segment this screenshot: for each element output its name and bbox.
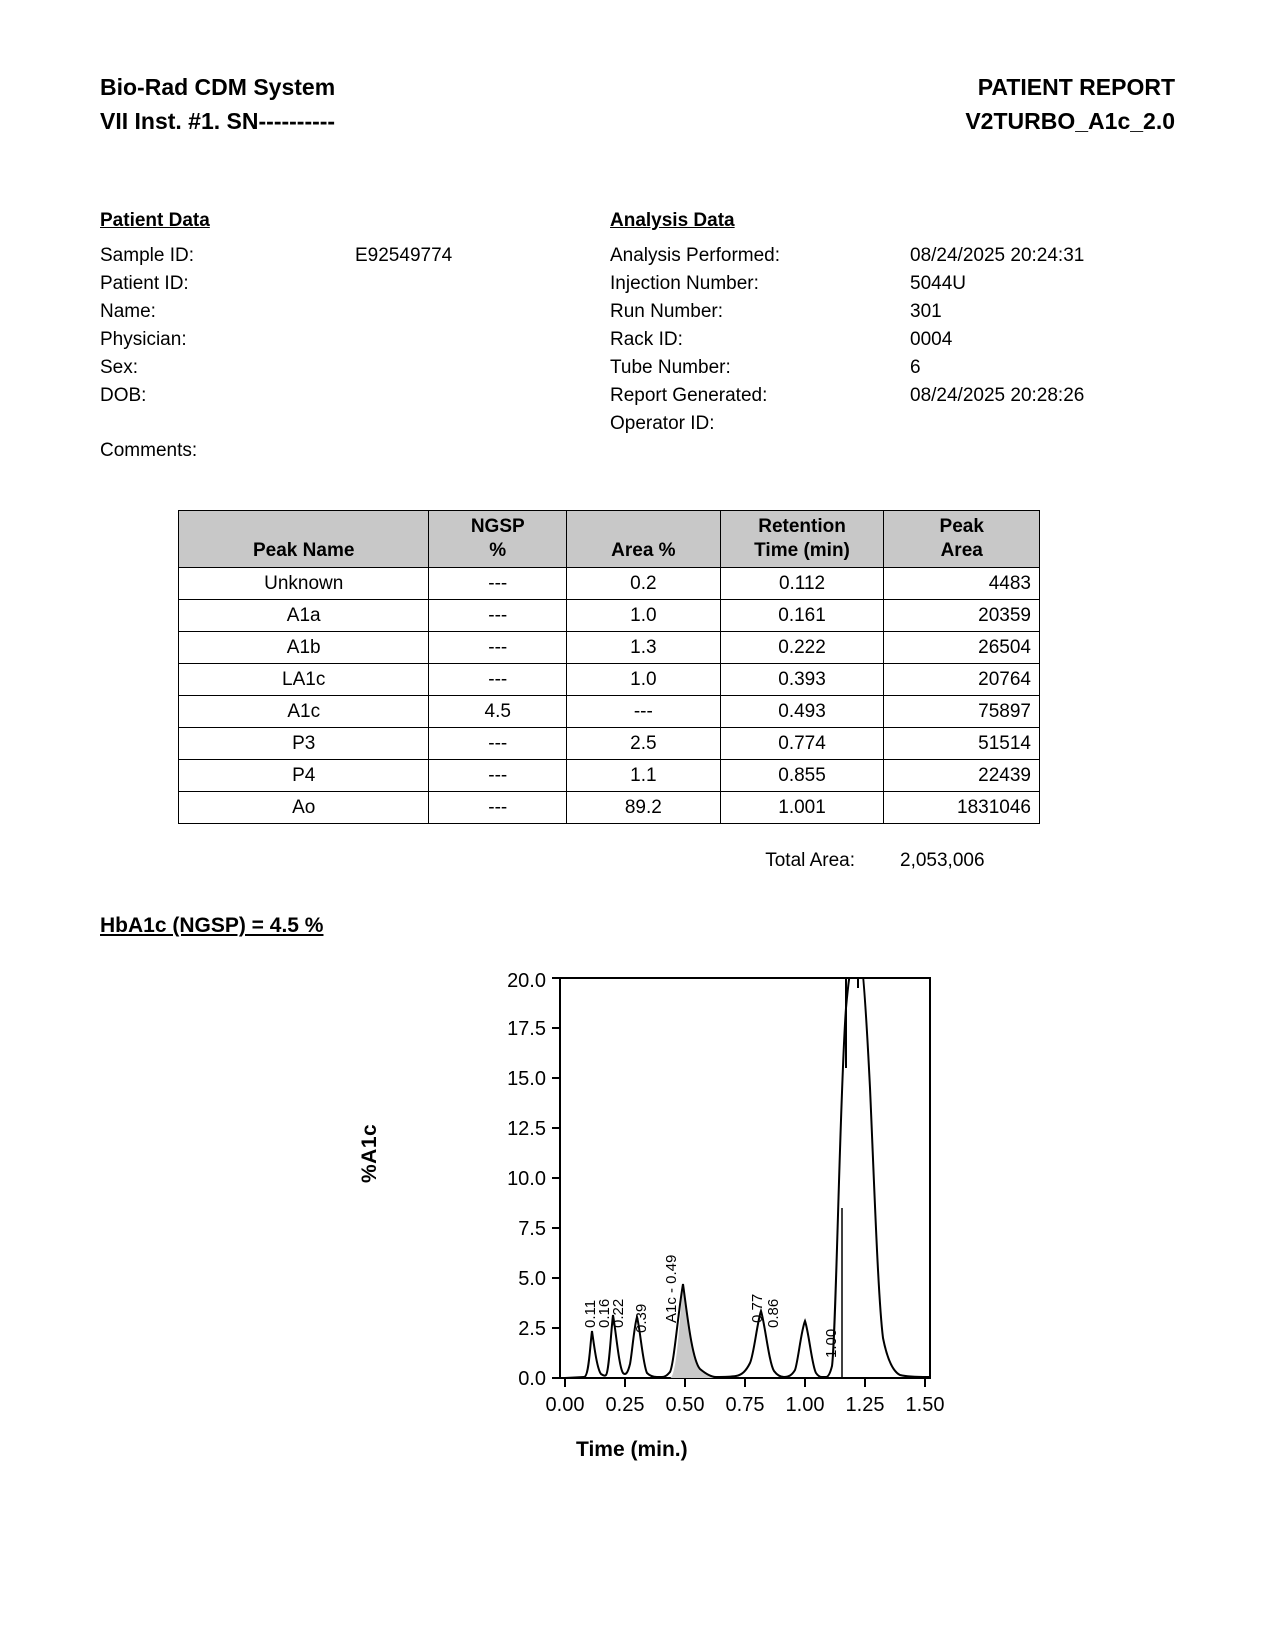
header-ngsp (429, 511, 567, 568)
analysis-data-block (610, 210, 1175, 462)
field-label: Physician: (100, 329, 187, 350)
field-label: Report Generated: (610, 385, 768, 406)
patient-data-title: Patient Data (100, 210, 210, 231)
cell-ngsp: --- (429, 664, 567, 696)
x-tick-label: 0.25 (605, 1394, 645, 1416)
field-value: 08/24/2025 20:24:31 (910, 245, 1085, 266)
peak-table (178, 510, 1040, 824)
y-axis (507, 970, 560, 1390)
x-tick-label: 0.50 (665, 1394, 705, 1416)
method-name: V2TURBO_A1c_2.0 (965, 108, 1175, 134)
cell-rt: 0.222 (720, 632, 884, 664)
peak-label-0.16: 0.16 (596, 1298, 613, 1328)
table-row (179, 632, 1040, 664)
cell-area: 1.1 (567, 760, 721, 792)
total-area-value: 2,053,006 (900, 850, 985, 871)
field-label: Patient ID: (100, 273, 189, 294)
cell-peak-name: Ao (179, 792, 429, 824)
y-tick-label: 10.0 (507, 1168, 546, 1190)
patient-data-row (100, 382, 610, 410)
comments-label: Comments: (100, 440, 198, 461)
chromatogram-chart (100, 968, 1175, 1488)
report-header-left (100, 70, 335, 138)
cell-peak-name: A1c (179, 696, 429, 728)
cell-area: 89.2 (567, 792, 721, 824)
x-tick-label: 1.00 (785, 1394, 825, 1416)
field-value: 6 (910, 357, 921, 378)
data-section (100, 210, 1175, 462)
cell-rt: 0.774 (720, 728, 884, 760)
cell-peak-area: 51514 (884, 728, 1040, 760)
field-label: Analysis Performed: (610, 245, 781, 266)
field-value: 301 (910, 301, 942, 322)
field-value: 0004 (910, 329, 953, 350)
peak-label-0.22: 0.22 (610, 1298, 627, 1328)
cell-ngsp: 4.5 (429, 696, 567, 728)
field-label: Rack ID: (610, 329, 683, 350)
patient-data-row (100, 242, 610, 270)
analysis-data-row (610, 242, 1175, 270)
cell-peak-area: 75897 (884, 696, 1040, 728)
header-peak-area (884, 511, 1040, 568)
field-label: DOB: (100, 385, 147, 406)
header-rt-line2: Time (min) (754, 540, 850, 561)
table-row (179, 728, 1040, 760)
header-ngsp-line1: NGSP (470, 516, 525, 537)
header-area (567, 511, 721, 568)
x-tick-label: 0.00 (545, 1394, 585, 1416)
peak-label-0.86: 0.86 (765, 1298, 782, 1328)
field-value (355, 382, 610, 410)
field-value: 5044U (910, 273, 966, 294)
y-tick-label: 20.0 (507, 970, 546, 992)
total-area-label: Total Area: (765, 850, 855, 871)
field-value (355, 298, 610, 326)
peak-label-0.11: 0.11 (582, 1299, 599, 1328)
peak-label-0.39: 0.39 (633, 1303, 650, 1333)
cell-area: 1.3 (567, 632, 721, 664)
header-area-text: Area % (611, 540, 676, 561)
x-axis-title: Time (min.) (576, 1438, 688, 1461)
table-row (179, 792, 1040, 824)
header-peak-name (179, 511, 429, 568)
cell-area: 1.0 (567, 600, 721, 632)
cell-peak-area: 20359 (884, 600, 1040, 632)
table-header-row (179, 511, 1040, 568)
report-type-title: PATIENT REPORT (977, 74, 1175, 100)
analysis-data-row (610, 354, 1175, 382)
y-axis-title: %A1c (358, 1123, 381, 1183)
analysis-data-row (610, 382, 1175, 410)
y-tick-label: 2.5 (518, 1318, 546, 1340)
report-header (100, 70, 1175, 138)
cell-peak-area: 22439 (884, 760, 1040, 792)
system-name: Bio-Rad CDM System (100, 74, 336, 100)
x-tick-label: 1.50 (905, 1394, 945, 1416)
table-row (179, 600, 1040, 632)
cell-area: 2.5 (567, 728, 721, 760)
field-value: 08/24/2025 20:28:26 (910, 385, 1085, 406)
cell-peak-name: LA1c (179, 664, 429, 696)
header-rt-line1: Retention (758, 516, 846, 537)
y-tick-label: 12.5 (507, 1118, 546, 1140)
field-label: Tube Number: (610, 357, 731, 378)
cell-ngsp: --- (429, 760, 567, 792)
field-value (355, 270, 610, 298)
field-value (355, 326, 610, 354)
cell-peak-area: 26504 (884, 632, 1040, 664)
field-label: Sample ID: (100, 245, 194, 266)
x-axis (546, 1378, 945, 1416)
field-label: Operator ID: (610, 413, 715, 434)
cell-area: 0.2 (567, 568, 721, 600)
y-tick-label: 7.5 (518, 1218, 546, 1240)
table-row (179, 664, 1040, 696)
analysis-data-title: Analysis Data (610, 210, 735, 231)
y-tick-label: 15.0 (507, 1068, 546, 1090)
header-peak-line1: Peak (939, 516, 984, 537)
cell-rt: 0.393 (720, 664, 884, 696)
analysis-data-row (610, 326, 1175, 354)
report-header-right (965, 70, 1175, 138)
y-tick-label: 0.0 (518, 1368, 546, 1390)
peak-label-a1c: A1c - 0.49 (663, 1254, 680, 1323)
peak-table-container (100, 510, 1175, 824)
patient-data-row (100, 298, 610, 326)
total-area-row (100, 850, 1040, 872)
cell-peak-name: P3 (179, 728, 429, 760)
cell-peak-area: 1831046 (884, 792, 1040, 824)
field-label: Run Number: (610, 301, 723, 322)
cell-area: 1.0 (567, 664, 721, 696)
y-tick-label: 17.5 (507, 1018, 546, 1040)
peak-label-1.00: 1.00 (823, 1328, 840, 1358)
field-label: Injection Number: (610, 273, 759, 294)
cell-peak-name: A1a (179, 600, 429, 632)
peak-label-0.77: 0.77 (749, 1293, 766, 1323)
cell-peak-name: A1b (179, 632, 429, 664)
analysis-data-row (610, 270, 1175, 298)
chromatogram-plot (380, 968, 1020, 1468)
cell-peak-name: Unknown (179, 568, 429, 600)
cell-rt: 0.112 (720, 568, 884, 600)
cell-peak-name: P4 (179, 760, 429, 792)
cell-ngsp: --- (429, 568, 567, 600)
table-row (179, 696, 1040, 728)
field-value (355, 354, 610, 382)
header-peak-line2: Area (940, 540, 983, 561)
header-peak-name-text: Peak Name (253, 540, 355, 561)
cell-peak-area: 20764 (884, 664, 1040, 696)
cell-ngsp: --- (429, 632, 567, 664)
table-row (179, 568, 1040, 600)
analysis-data-row (610, 298, 1175, 326)
peak-annotations (582, 1255, 840, 1358)
field-label: Name: (100, 301, 156, 322)
cell-rt: 1.001 (720, 792, 884, 824)
cell-area: --- (567, 696, 721, 728)
y-tick-label: 5.0 (518, 1268, 546, 1290)
cell-ngsp: --- (429, 792, 567, 824)
header-ngsp-line2: % (489, 540, 507, 561)
cell-ngsp: --- (429, 600, 567, 632)
field-value: E92549774 (355, 245, 453, 266)
cell-ngsp: --- (429, 728, 567, 760)
cell-rt: 0.161 (720, 600, 884, 632)
instrument-serial: VII Inst. #1. SN---------- (100, 108, 336, 134)
x-tick-label: 1.25 (845, 1394, 885, 1416)
header-retention-time (720, 511, 884, 568)
cell-rt: 0.855 (720, 760, 884, 792)
field-value (910, 410, 1175, 438)
field-label: Sex: (100, 357, 139, 378)
patient-data-row (100, 326, 610, 354)
analysis-data-row (610, 410, 1175, 438)
patient-data-row (100, 354, 610, 382)
hba1c-result: HbA1c (NGSP) = 4.5 % (100, 914, 324, 937)
patient-data-row (100, 270, 610, 298)
table-row (179, 760, 1040, 792)
cell-rt: 0.493 (720, 696, 884, 728)
x-tick-label: 0.75 (725, 1394, 765, 1416)
patient-data-block (100, 210, 610, 462)
cell-peak-area: 4483 (884, 568, 1040, 600)
